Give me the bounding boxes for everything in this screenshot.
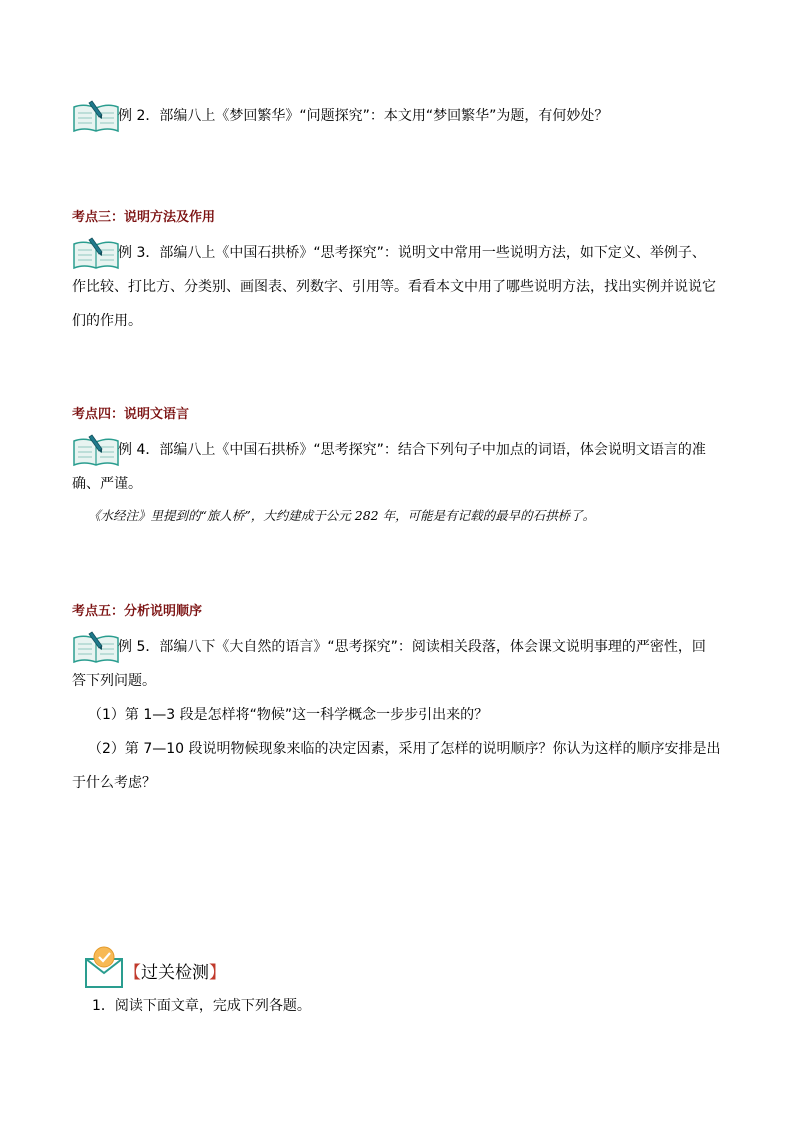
bracket-right: 】 xyxy=(209,963,226,983)
pass-check-title-text: 过关检测 xyxy=(141,963,209,983)
pass-check-item-1: 1．阅读下面文章，完成下列各题。 xyxy=(92,998,311,1014)
envelope-check-icon xyxy=(84,945,124,989)
example-5-line-2: 答下列问题。 xyxy=(72,673,156,689)
example-3-line-2: 作比较、打比方、分类别、画图表、列数字、引用等。看看本文中用了哪些说明方法，找出实例并说说它 xyxy=(72,279,716,295)
example-4-line-1: 例 4．部编八上《中国石拱桥》“思考探究”：结合下列句子中加点的词语，体会说明文语言的准 xyxy=(118,442,706,458)
question-1: （1）第 1—3 段是怎样将“物候”这一科学概念一步步引出来的？ xyxy=(88,707,489,723)
example-3-line-1: 例 3．部编八上《中国石拱桥》“思考探究”：说明文中常用一些说明方法，如下定义、举例子、 xyxy=(118,245,706,261)
book-pen-icon xyxy=(72,433,120,467)
example-3-line-3: 们的作用。 xyxy=(72,313,142,329)
book-pen-icon xyxy=(72,236,120,270)
book-pen-icon xyxy=(72,99,120,133)
section-5-heading: 考点五：分析说明顺序 xyxy=(72,604,203,619)
quoted-sentence: 《水经注》里提到的“旅人桥”，大约建成于公元 282 年，可能是有记载的最早的石拱桥了。 xyxy=(88,508,596,523)
example-4-line-2: 确、严谨。 xyxy=(72,476,142,492)
example-2-text: 例 2．部编八上《梦回繁华》“问题探究”：本文用“梦回繁华”为题，有何妙处？ xyxy=(118,108,609,124)
pass-check-title xyxy=(124,958,226,983)
bracket-left: 【 xyxy=(124,963,141,983)
example-5-line-1: 例 5．部编八下《大自然的语言》“思考探究”：阅读相关段落，体会课文说明事理的严密性，回 xyxy=(118,639,706,655)
question-2-line-2: 于什么考虑？ xyxy=(72,775,156,791)
section-3-heading: 考点三：说明方法及作用 xyxy=(72,210,216,225)
question-2-line-1: （2）第 7—10 段说明物候现象来临的决定因素，采用了怎样的说明顺序？你认为这样的顺序安排是出 xyxy=(88,741,721,757)
book-pen-icon xyxy=(72,630,120,664)
section-4-heading: 考点四：说明文语言 xyxy=(72,407,190,422)
